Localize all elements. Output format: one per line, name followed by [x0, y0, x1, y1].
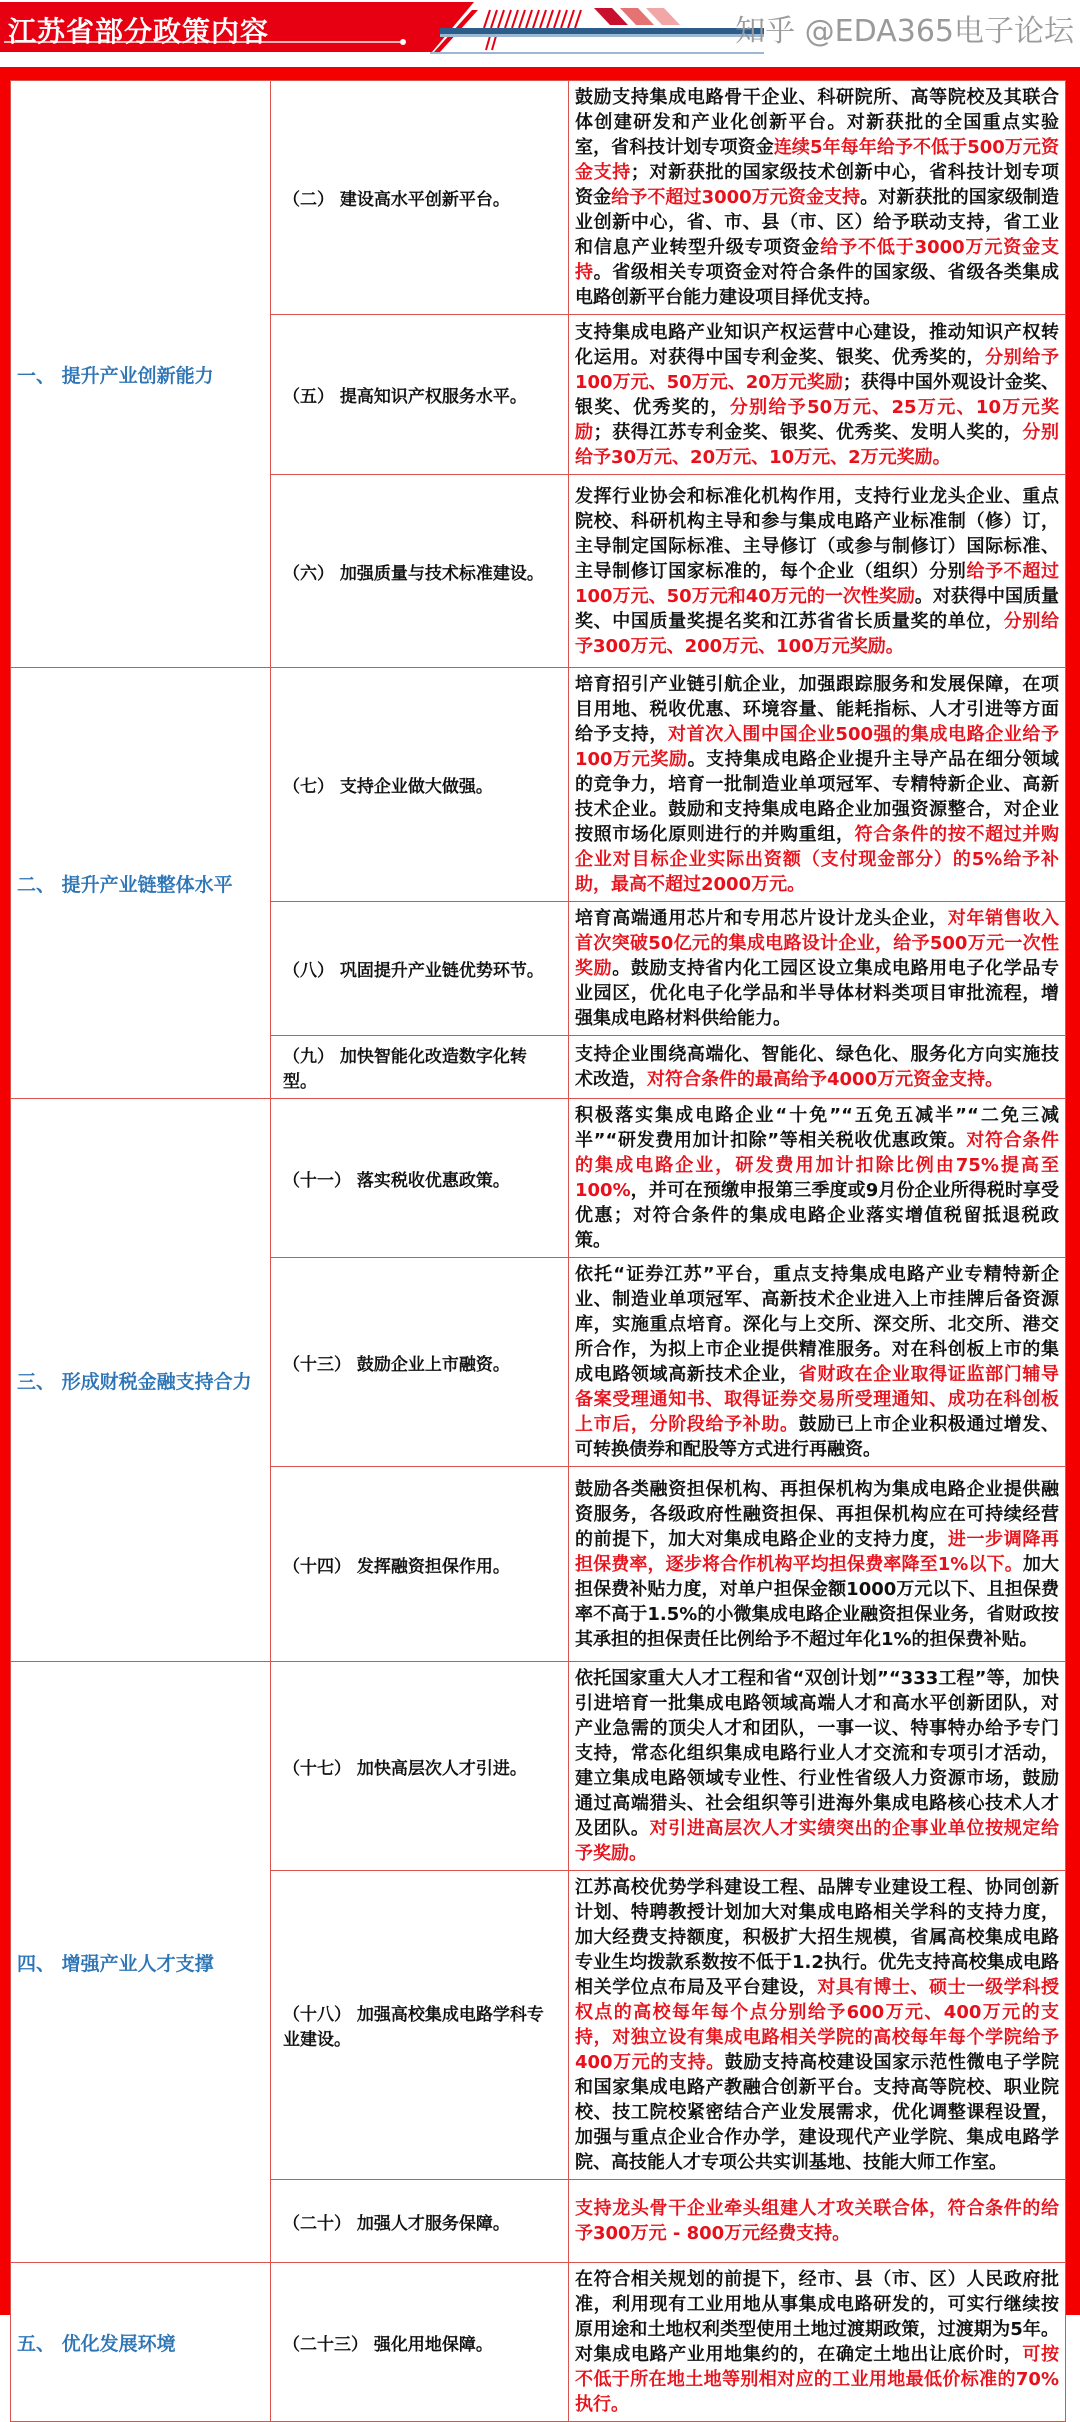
- policy-item-content: [569, 1467, 1066, 1662]
- table-row: [11, 1662, 1066, 1871]
- highlighted-text: 对年销售收入首次突破50亿元的集成电路设计企业，给予500万元一次性奖励: [575, 908, 1060, 979]
- body-text: 鼓励支持集成电路骨干企业、科研院所、高等院校及其联合体创建研发和产业化创新平台。对新获批的全国重点实验室，省科技计划专项资金: [575, 87, 1059, 158]
- body-text: 培育招引产业链引航企业，加强跟踪服务和发展保障，在项目用地、税收优惠、环境容量、能耗指标、人才引进等方面给予支持，: [575, 674, 1059, 745]
- policy-item-title: （十七） 加快高层次人才引进。: [271, 1662, 569, 1871]
- body-text: 支持集成电路产业知识产权运营中心建设，推动知识产权转化运用。对获得中国专利金奖、银奖、优秀奖的，: [575, 321, 1059, 368]
- highlighted-text: 支持龙头骨干企业牵头组建人才攻关联合体，符合条件的给予300万元 - 800万元经费支持。: [575, 2198, 1059, 2244]
- body-text: 鼓励各类融资担保机构、再担保机构为集成电路企业提供融资服务，各级政府性融资担保、再担保机构应在可持续经营的前提下，加大对集成电路企业的支持力度，: [575, 1478, 1059, 1550]
- section-heading: 四、 增强产业人才支撑: [11, 1662, 271, 2263]
- table-row: [11, 1099, 1066, 1258]
- highlighted-text: 给予不低于3000万元资金支持: [575, 237, 1059, 283]
- section-heading: 二、 提升产业链整体水平: [11, 668, 271, 1099]
- body-text: ；获得江苏专利金奖、银奖、优秀奖、发明人奖的，: [593, 421, 1023, 443]
- policy-item-content: [569, 1258, 1066, 1467]
- policy-item-title: （九） 加快智能化改造数字化转型。: [271, 1036, 569, 1099]
- body-text: 鼓励已上市企业积极通过增发、可转换债券和配股等方式进行再融资。: [575, 1414, 1060, 1460]
- policy-item-content: [569, 475, 1066, 668]
- body-text: 。对获得中国质量奖、中国质量奖提名奖和江苏省省长质量奖的单位，: [575, 585, 1060, 632]
- highlighted-text: 给予不超过3000万元资金支持: [611, 187, 861, 208]
- highlighted-text: 对具有博士、硕士一级学科授权点的高校每年每个点分别给予600万元、400万元的支持，对独立设有集成电路相关学院的高校每年每个学院给予400万元的支持。: [575, 1977, 1060, 2073]
- table-row: [11, 2263, 1066, 2422]
- policy-table: [10, 80, 1066, 2422]
- highlighted-text: 连续5年每年给予不低于500万元资金支持: [575, 137, 1059, 183]
- body-text: 依托国家重大人才工程和省“双创计划”“333工程”等，加快引进培育一批集成电路领域高端人才和高水平创新团队，对产业急需的顶尖人才和团队，一事一议、特事特办给予专门支持，常态化组织集成电路行业人才交流和专项引才活动，建立集成电路领域专业性、行业性省级人力资源市场，鼓励通过高端猎头、社会组织等引进海外集成电路核心技术人才及团队。: [575, 1668, 1059, 1839]
- highlighted-text: 分别给予100万元、50万元、20万元奖励: [575, 346, 1059, 393]
- policy-item-content: [569, 668, 1066, 902]
- body-text: 支持企业围绕高端化、智能化、绿色化、服务化方向实施技术改造，: [575, 1044, 1059, 1090]
- highlighted-text: 可按不低于所在地土地等别相对应的工业用地最低价标准的70%执行。: [575, 2344, 1059, 2415]
- watermark: 知乎 @EDA365电子论坛: [735, 14, 1074, 49]
- table-row: [11, 668, 1066, 902]
- policy-item-title: （十三） 鼓励企业上市融资。: [271, 1258, 569, 1467]
- policy-item-content: [569, 81, 1066, 315]
- policy-item-title: （八） 巩固提升产业链优势环节。: [271, 902, 569, 1036]
- highlighted-text: 对符合条件的最高给予4000万元资金支持。: [647, 1069, 1004, 1090]
- body-text: ；对新获批的国家级技术创新中心，省科技计划专项资金: [575, 162, 1059, 208]
- section-heading: 三、 形成财税金融支持合力: [11, 1099, 271, 1662]
- policy-item-content: [569, 1036, 1066, 1099]
- highlighted-text: 分别给予50万元、25万元、10万元奖励: [575, 396, 1059, 443]
- body-text: 。对新获批的国家级制造业创新中心，省、市、县（市、区）给予联动支持，省工业和信息产业转型升级专项资金: [575, 187, 1060, 258]
- body-text: 培育高端通用芯片和专用芯片设计龙头企业，: [575, 908, 948, 929]
- body-text: 加大担保费补贴力度，对单户担保金额1000万元以下、且担保费率不高于1.5%的小微集成电路企业融资担保业务，省财政按其承担的担保责任比例给予不超过年化1%的担保费补贴。: [575, 1553, 1059, 1650]
- body-text: ；获得中国外观设计金奖、银奖、优秀奖的，: [575, 371, 1060, 418]
- body-text: 鼓励支持高校建设国家示范性微电子学院和国家集成电路产教融合创新平台。支持高等院校、职业院校、技工院校紧密结合产业发展需求，优化调整课程设置，加强与重点企业合作办学，建设现代产业学院、集成电路学院、高技能人才专项公共实训基地、技能大师工作室。: [575, 2052, 1059, 2173]
- body-text: 。支持集成电路企业提升主导产品在细分领域的竞争力，培育一批制造业单项冠军、专精特新企业、高新技术企业。鼓励和支持集成电路企业加强资源整合，对企业按照市场化原则进行的并购重组，: [575, 749, 1059, 845]
- section-heading: 五、 优化发展环境: [11, 2263, 271, 2422]
- body-text: 在符合相关规划的前提下，经市、县（市、区）人民政府批准，利用现有工业用地从事集成电路研发的，可实行继续按原用途和土地权利类型使用土地过渡期政策，过渡期为5年。对集成电路产业用地集约的，在确定土地出让底价时，: [575, 2269, 1059, 2365]
- highlighted-text: 分别给予300万元、200万元、100万元奖励。: [575, 610, 1059, 657]
- highlighted-text: 分别给予30万元、20万元、10万元、2万元奖励。: [575, 421, 1059, 468]
- body-text: 积极落实集成电路企业“十免”“五免五减半”“二免三减半”“研发费用加计扣除”等相关税收优惠政策。: [575, 1105, 1059, 1151]
- policy-item-title: （五） 提高知识产权服务水平。: [271, 315, 569, 475]
- highlighted-text: 对引进高层次人才实绩突出的企事业单位按规定给予奖励。: [575, 1818, 1060, 1864]
- body-text: 江苏高校优势学科建设工程、品牌专业建设工程、协同创新计划、特聘教授计划加大对集成电路相关学科的支持力度，加大经费支持额度，积极扩大招生规模，省属高校集成电路专业生均拨款系数按不低于1.2执行。优先支持高校集成电路相关学位点布局及平台建设，: [575, 1877, 1059, 1998]
- policy-item-content: [569, 1871, 1066, 2180]
- policy-item-title: （十八） 加强高校集成电路学科专业建设。: [271, 1871, 569, 2180]
- body-text: 。省级相关专项资金对符合条件的国家级、省级各类集成电路创新平台能力建设项目择优支持。: [575, 262, 1059, 308]
- page-title: 江苏省部分政策内容: [8, 15, 270, 48]
- policy-item-title: （二十三） 强化用地保障。: [271, 2263, 569, 2422]
- policy-item-content: [569, 902, 1066, 1036]
- highlighted-text: 对符合条件的集成电路企业，研发费用加计扣除比例由75%提高至100%: [575, 1130, 1059, 1201]
- policy-item-content: [569, 1662, 1066, 1871]
- highlighted-text: 符合条件的按不超过并购企业对目标企业实际出资额（支付现金部分）的5%给予补助，最高不超过2000万元。: [575, 824, 1060, 895]
- body-text: 。鼓励支持省内化工园区设立集成电路用电子化学品专业园区，优化电子化学品和半导体材料类项目审批流程，增强集成电路材料供给能力。: [575, 958, 1059, 1029]
- highlighted-text: 进一步调降再担保费率，逐步将合作机构平均担保费率降至1%以下。: [575, 1528, 1060, 1575]
- policy-item-title: （七） 支持企业做大做强。: [271, 668, 569, 902]
- highlighted-text: 省财政在企业取得证监部门辅导备案受理通知书、取得证券交易所受理通知、成功在科创板上市后，分阶段给予补助。: [575, 1364, 1060, 1435]
- body-text: 发挥行业协会和标准化机构作用，支持行业龙头企业、重点院校、科研机构主导和参与集成电路产业标准制（修）订，主导制定国际标准、主导修订（或参与制修订）国际标准、主导制修订国家标准的，每个企业（组织）分别: [575, 485, 1059, 582]
- highlighted-text: 给予不超过100万元、50万元和40万元的一次性奖励: [575, 560, 1060, 607]
- body-text: ，并可在预缴申报第三季度或9月份企业所得税时享受优惠；对符合条件的集成电路企业落实增值税留抵退税政策。: [575, 1180, 1059, 1251]
- policy-item-content: [569, 2263, 1066, 2422]
- body-text: 依托“证券江苏”平台，重点支持集成电路产业专精特新企业、制造业单项冠军、高新技术企业进入上市挂牌后备资源库，实施重点培育。深化与上交所、深交所、北交所、港交所合作，为拟上市企业提供精准服务。对在科创板上市的集成电路领域高新技术企业，: [575, 1264, 1059, 1385]
- policy-item-content: [569, 2180, 1066, 2263]
- policy-item-title: （十四） 发挥融资担保作用。: [271, 1467, 569, 1662]
- policy-item-content: [569, 1099, 1066, 1258]
- policy-item-title: （六） 加强质量与技术标准建设。: [271, 475, 569, 668]
- table-row: [11, 81, 1066, 315]
- policy-table-frame: [0, 67, 1080, 2415]
- policy-item-title: （二） 建设高水平创新平台。: [271, 81, 569, 315]
- policy-item-content: [569, 315, 1066, 475]
- section-heading: 一、 提升产业创新能力: [11, 81, 271, 668]
- policy-item-title: （二十） 加强人才服务保障。: [271, 2180, 569, 2263]
- policy-item-title: （十一） 落实税收优惠政策。: [271, 1099, 569, 1258]
- highlighted-text: 对首次入围中国企业500强的集成电路企业给予100万元奖励: [575, 724, 1060, 770]
